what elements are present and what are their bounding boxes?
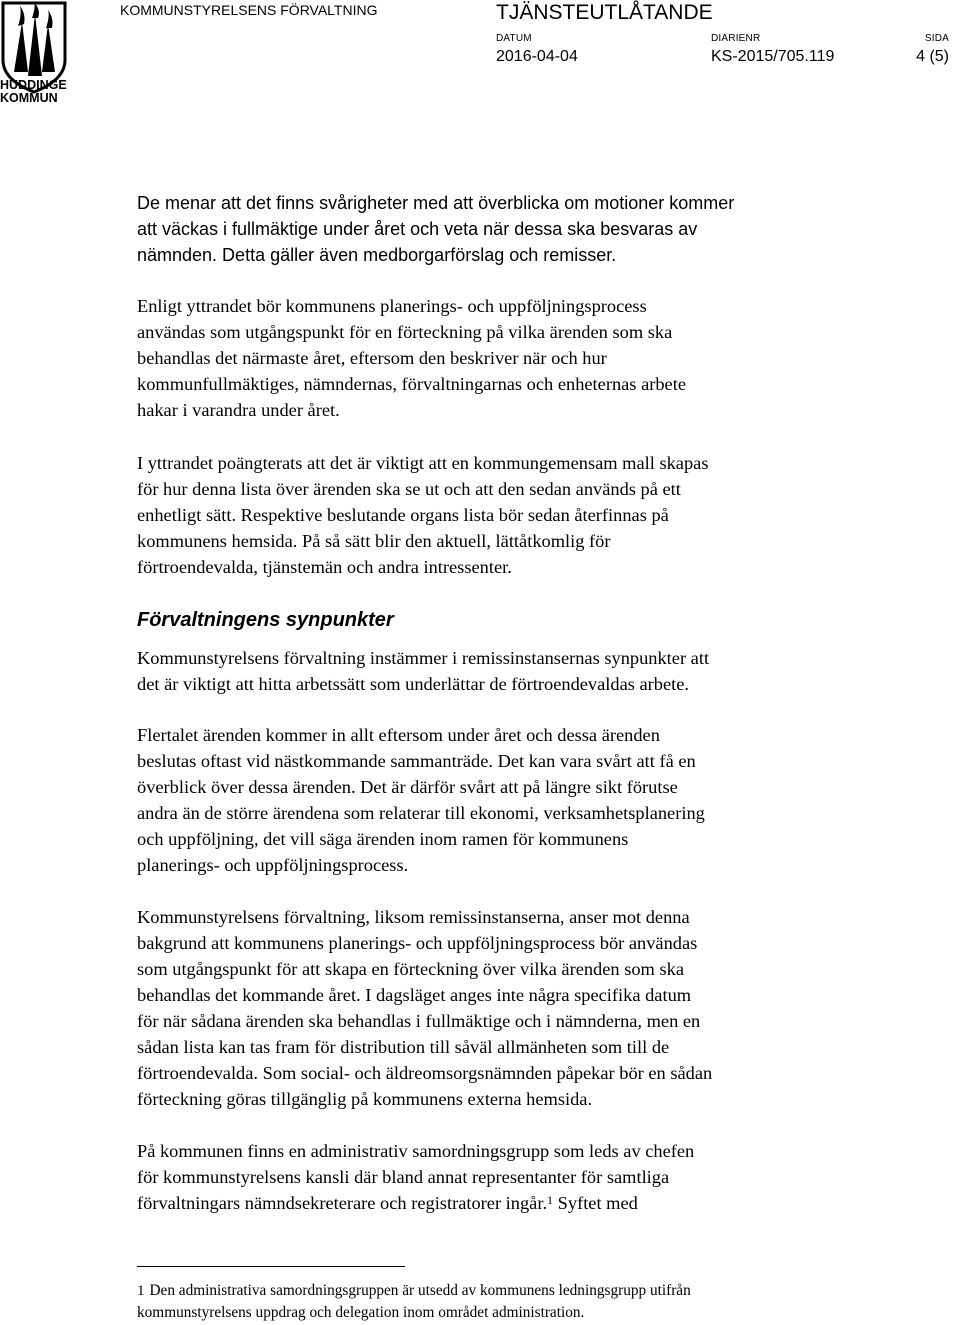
logo-text: HUDDINGE KOMMUN xyxy=(0,78,67,105)
text-line: På kommunen finns en administrativ samordningsgrupp som leds av chefen xyxy=(137,1141,695,1161)
text-line: att väckas i fullmäktige under året och veta när dessa ska besvaras av xyxy=(137,219,698,239)
text-line: Kommunstyrelsens förvaltning instämmer i remissinstansernas synpunkter att xyxy=(137,648,710,668)
text-line: Flertalet ärenden kommer in allt eftersom under året och dessa ärenden xyxy=(137,725,660,745)
date-label: DATUM xyxy=(496,33,532,44)
footnote-reference[interactable]: 1 xyxy=(547,1193,554,1207)
paragraph-1 xyxy=(137,190,927,268)
text-line: bakgrund att kommunens planerings- och uppföljningsprocess bör användas xyxy=(137,933,698,953)
text-line: andra än de större ärendena som relaterar till ekonomi, verksamhetsplanering xyxy=(137,803,705,823)
diary-number-label: DIARIENR xyxy=(711,33,761,44)
text-line xyxy=(137,1190,927,1216)
text-line: överblick över dessa ärenden. Det är därför svårt att på längre sikt förutse xyxy=(137,777,678,797)
text-line: hakar i varandra under året. xyxy=(137,400,340,420)
page-number: 4 (5) xyxy=(916,48,949,65)
paragraph-5 xyxy=(137,722,927,878)
text-line: beslutas oftast vid nästkommande sammanträde. Det kan vara svårt att få en xyxy=(137,751,696,771)
footnote-separator xyxy=(137,1266,405,1267)
text-line: förteckning göras tillgänglig på kommunens externa hemsida. xyxy=(137,1089,593,1109)
huddinge-logo xyxy=(0,0,68,108)
text-line: förtroendevalda, tjänstemän och andra intressenter. xyxy=(137,557,512,577)
text-line: enhetligt sätt. Respektive beslutande organs lista bör sedan återfinnas på xyxy=(137,505,669,525)
paragraph-2 xyxy=(137,293,927,423)
text-line: behandlas det kommande året. I dagsläget anges inte några specifika datum xyxy=(137,985,692,1005)
text-line: nämnden. Detta gäller även medborgarförslag och remisser. xyxy=(137,245,617,265)
text-segment: Syftet med xyxy=(553,1193,638,1213)
paragraph-4 xyxy=(137,645,927,697)
text-line: användas som utgångspunkt för en förteckning på vilka ärenden som ska xyxy=(137,322,673,342)
page-label: SIDA xyxy=(924,33,949,44)
document-type: TJÄNSTEUTLÅTANDE xyxy=(496,1,713,24)
text-line: för när sådana ärenden ska behandlas i fullmäktige och i nämnderna, men en xyxy=(137,1011,701,1031)
text-line: I yttrandet poängterats att det är viktigt att en kommungemensam mall skapas xyxy=(137,453,709,473)
text-line: sådan lista kan tas fram för distribution till såväl allmänheten som till de xyxy=(137,1037,670,1057)
text-line: för hur denna lista över ärenden ska se ut och att den sedan används på ett xyxy=(137,479,681,499)
text-line: kommunfullmäktiges, nämndernas, förvaltningarnas och enheternas arbete xyxy=(137,374,686,394)
organization-name: KOMMUNSTYRELSENS FÖRVALTNING xyxy=(120,2,378,18)
text-line: De menar att det finns svårigheter med att överblicka om motioner kommer xyxy=(137,193,735,213)
date-value: 2016-04-04 xyxy=(496,48,578,65)
text-line: Enligt yttrandet bör kommunens planerings- och uppföljningsprocess xyxy=(137,296,647,316)
paragraph-7 xyxy=(137,1138,927,1216)
text-line: behandlas det närmaste året, eftersom den beskriver när och hur xyxy=(137,348,607,368)
text-line: och uppföljning, det vill säga ärenden inom ramen för kommunens xyxy=(137,829,629,849)
footnote-number: 1 xyxy=(137,1283,145,1299)
footnote-line xyxy=(137,1280,927,1302)
paragraph-3 xyxy=(137,450,927,580)
text-line: planerings- och uppföljningsprocess. xyxy=(137,855,409,875)
text-line: Kommunstyrelsens förvaltning, liksom remissinstanserna, anser mot denna xyxy=(137,907,690,927)
text-line: det är viktigt att hitta arbetssätt som underlättar de förtroendevaldas arbete. xyxy=(137,674,690,694)
paragraph-6 xyxy=(137,904,927,1112)
footnote-text: Den administrativa samordningsgruppen är utsedd av kommunens ledningsgrupp utifrån xyxy=(149,1282,691,1299)
footnote-line: kommunstyrelsens uppdrag och delegation inom området administration. xyxy=(137,1304,585,1321)
footnote xyxy=(137,1280,927,1324)
text-line: förtroendevalda. Som social- och äldreomsorgsnämnden påpekar bör en sådan xyxy=(137,1063,713,1083)
text-line: kommunens hemsida. På så sätt blir den aktuell, lättåtkomlig för xyxy=(137,531,611,551)
text-line: för kommunstyrelsens kansli där bland annat representanter för samtliga xyxy=(137,1167,670,1187)
text-line: som utgångspunkt för att skapa en förteckning över vilka ärenden som ska xyxy=(137,959,684,979)
diary-number-value: KS-2015/705.119 xyxy=(711,48,835,65)
text-segment: förvaltningars nämndsekreterare och registratorer ingår. xyxy=(137,1193,548,1213)
section-heading: Förvaltningens synpunkter xyxy=(137,609,394,631)
